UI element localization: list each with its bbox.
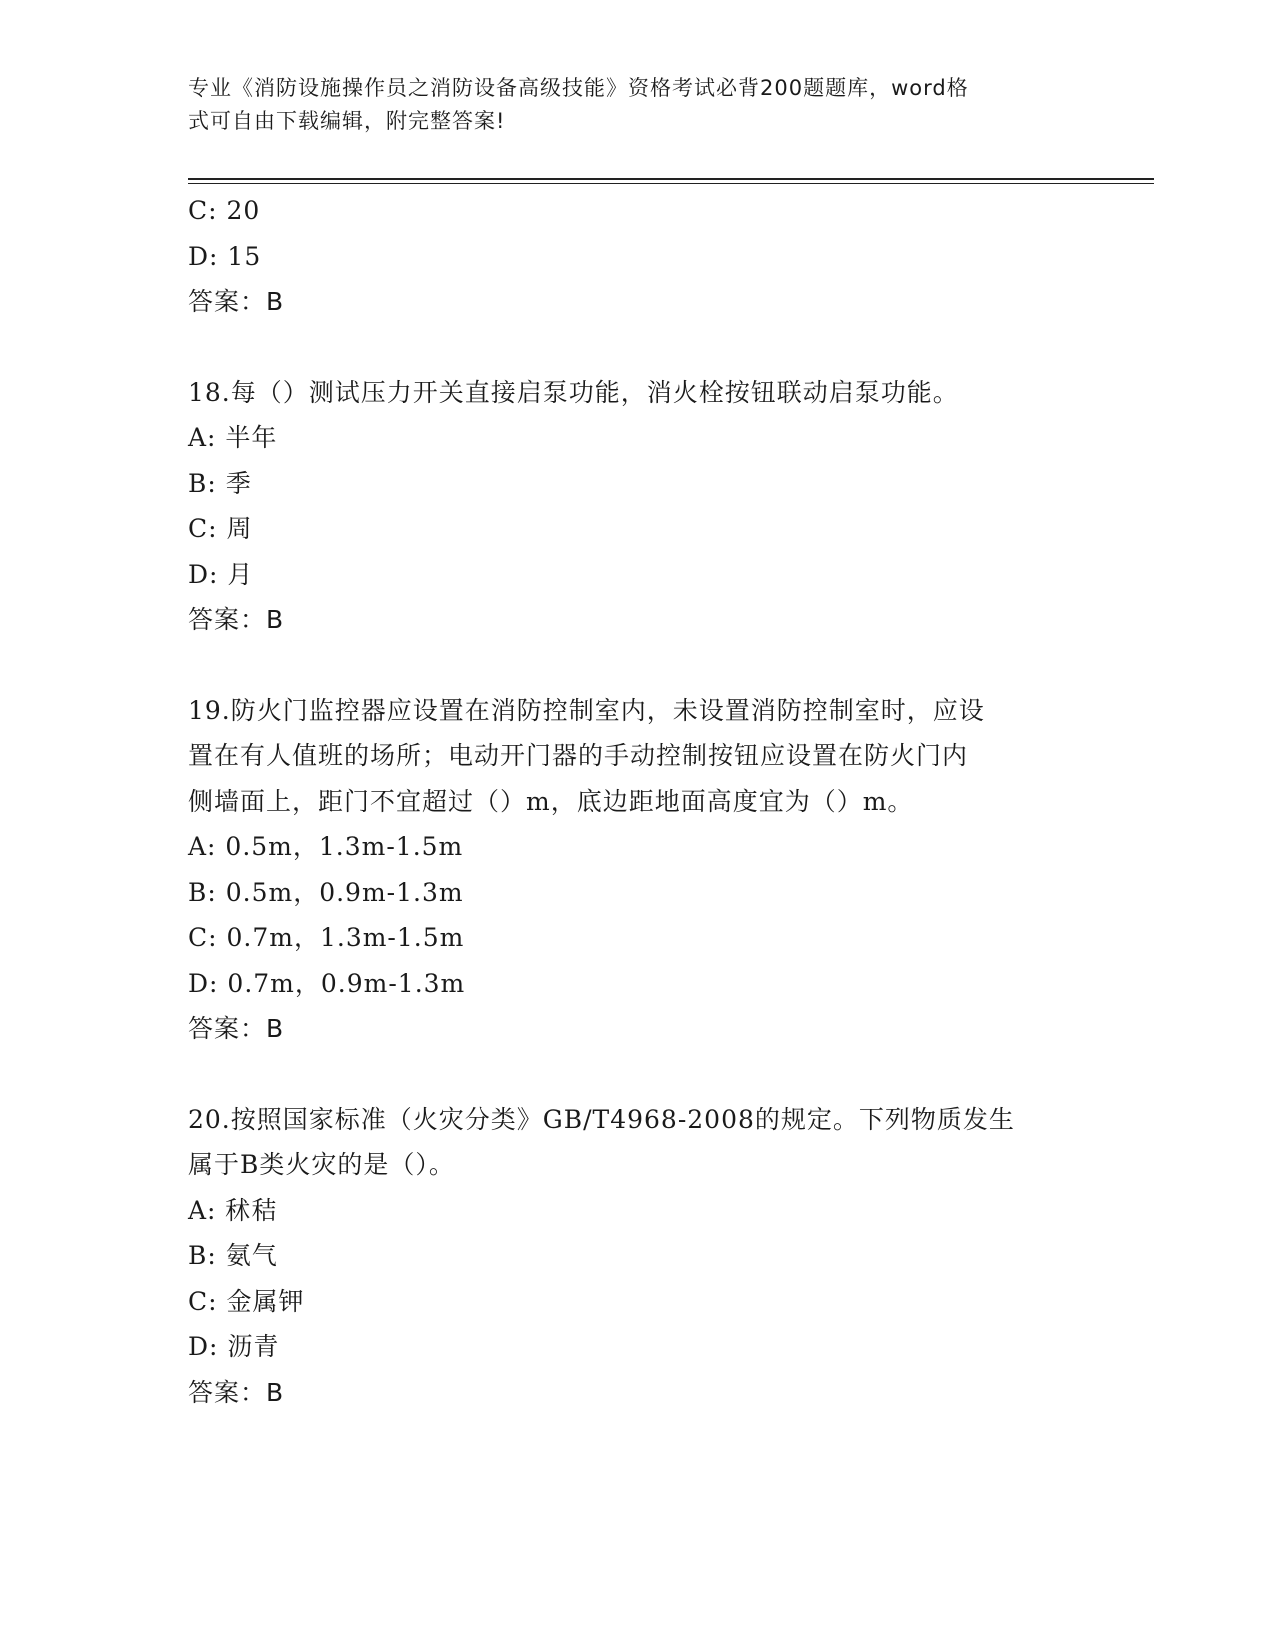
- document-header: [188, 72, 1068, 138]
- question-text-line: 18.每（）测试压力开关直接启泵功能，消火栓按钮联动启泵功能。: [188, 377, 959, 407]
- option-d: D: 15: [188, 241, 262, 271]
- option-a: A: 秫秸: [188, 1195, 278, 1225]
- question-18: [188, 370, 1088, 643]
- question-text: [188, 688, 1088, 825]
- option-c: C: 0.7m，1.3m-1.5m: [188, 923, 465, 952]
- partial-question: [188, 188, 1088, 325]
- question-20: [188, 1097, 1088, 1416]
- option-d: D: 沥青: [188, 1332, 280, 1361]
- option-d: D: 0.7m，0.9m-1.3m: [188, 968, 466, 998]
- spacer: [188, 325, 1088, 370]
- question-text: [188, 1097, 1088, 1188]
- option-d: D: 月: [188, 559, 254, 589]
- answer-line: 答案：B: [188, 287, 285, 316]
- question-text-line: 侧墙面上，距门不宜超过（）m，底边距地面高度宜为（）m。: [188, 786, 914, 816]
- option-c: C: 金属钾: [188, 1286, 305, 1316]
- option-a: A: 半年: [188, 423, 278, 452]
- document-body: [188, 188, 1088, 1415]
- question-text-line: 属于B类火灾的是（）。: [188, 1150, 455, 1179]
- question-text-line: 19.防火门监控器应设置在消防控制室内，未设置消防控制室时，应设: [188, 695, 985, 725]
- option-b: B: 0.5m，0.9m-1.3m: [188, 877, 464, 907]
- answer-line: 答案：B: [188, 605, 285, 634]
- question-text-line: 置在有人值班的场所；电动开门器的手动控制按钮应设置在防火门内: [188, 741, 969, 770]
- question-19: [188, 688, 1088, 1052]
- spacer: [188, 1052, 1088, 1097]
- question-text-line: 20.按照国家标准（火灾分类》GB/T4968-2008的规定。下列物质发生: [188, 1104, 1015, 1134]
- option-c: C: 周: [188, 514, 253, 543]
- question-text: [188, 370, 1088, 416]
- spacer: [188, 643, 1088, 688]
- header-divider-thick: [188, 178, 1154, 180]
- option-b: B: 季: [188, 468, 252, 498]
- option-b: B: 氨气: [188, 1241, 278, 1270]
- header-divider-thin: [188, 183, 1154, 184]
- answer-line: 答案：B: [188, 1014, 285, 1043]
- header-line-1: 专业《消防设施操作员之消防设备高级技能》资格考试必背200题题库，word格: [188, 76, 969, 100]
- option-a: A: 0.5m，1.3m-1.5m: [188, 832, 464, 861]
- option-c: C: 20: [188, 196, 261, 225]
- answer-line: 答案：B: [188, 1377, 285, 1407]
- header-line-2: 式可自由下载编辑，附完整答案!: [188, 109, 506, 133]
